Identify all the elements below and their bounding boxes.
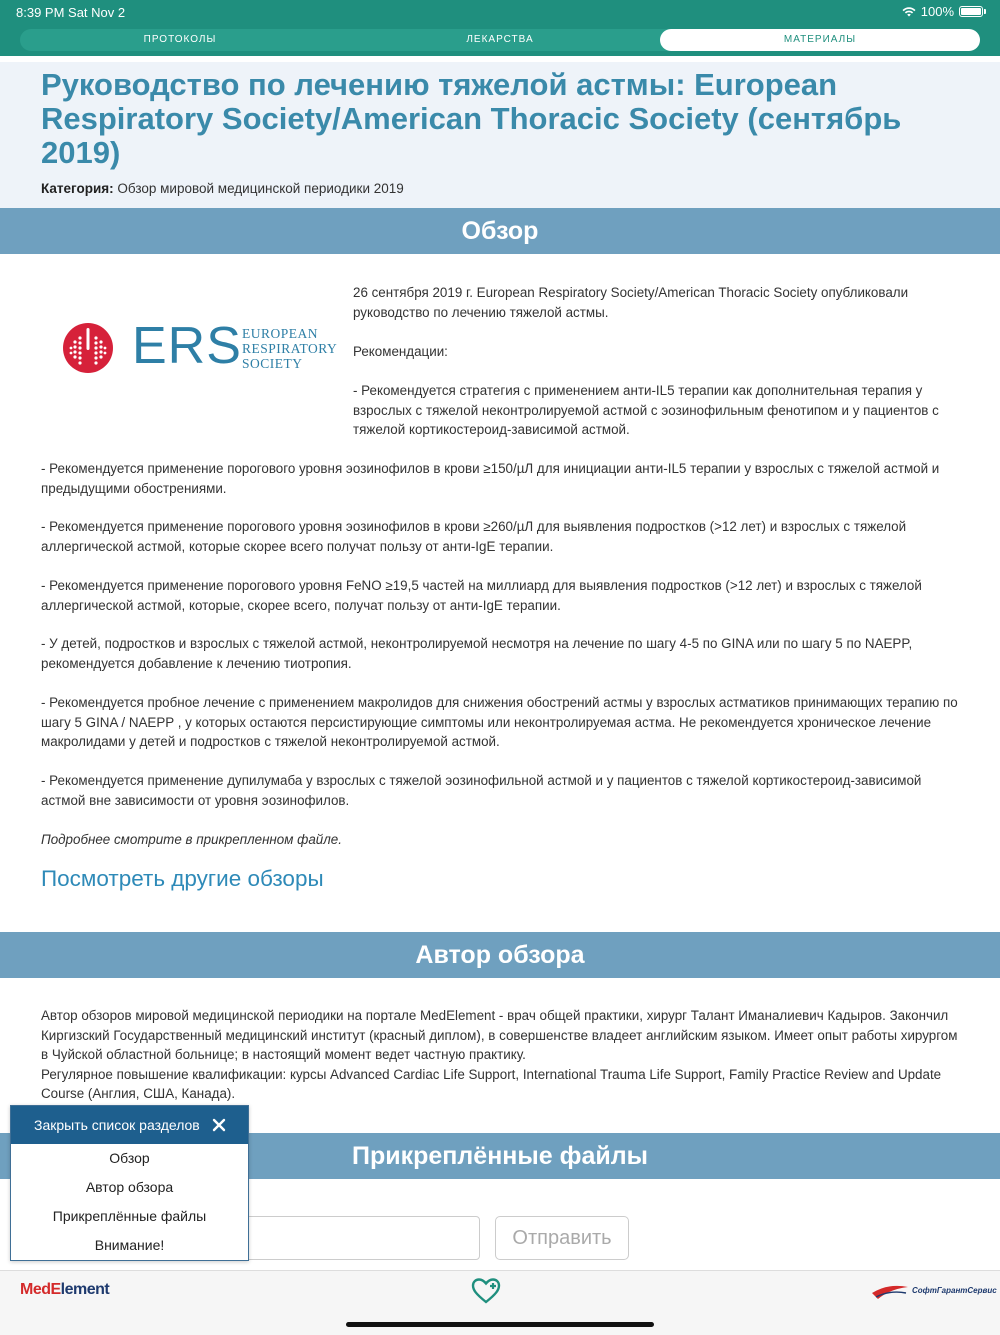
overview-paragraph-9: - Рекомендуется применение дупилумаба у взрослых с тяжелой эозинофильной астмой и у пациентов с тяжелой кортикостероид-зависимой астмой вне зависимости от уровня эозинофилов.	[41, 773, 922, 808]
overview-paragraph-2: Рекомендации:	[353, 344, 448, 359]
top-bar	[0, 0, 1000, 56]
favorite-heart-icon[interactable]	[471, 1277, 501, 1305]
file-input[interactable]	[245, 1216, 480, 1260]
medelement-logo[interactable]	[20, 1281, 109, 1299]
wifi-icon	[902, 7, 916, 17]
section-files-header: Прикреплённые файлы	[0, 1133, 1000, 1179]
overview-paragraph-7: - У детей, подростков и взрослых с тяжелой астмой, неконтролируемой несмотря на лечение по шагу 4-5 по GINA или по шагу 5 по NAEPP, рекомендуется добавление к лечению тиотропия.	[41, 636, 913, 671]
overview-paragraph-4: - Рекомендуется применение порогового уровня эозинофилов в крови ≥150/µЛ для инициации анти-IL5 терапии у взрослых с тяжелой астмой и предыдущими обострениями.	[41, 461, 940, 496]
popup-item-author[interactable]: Автор обзора	[85, 1179, 174, 1195]
status-right	[902, 4, 986, 19]
page-title: Руководство по лечению тяжелой астмы: European Respiratory Society/American Thoracic Society (сентябрь 2019)	[41, 67, 902, 170]
article-header	[0, 62, 1000, 208]
send-button[interactable]: Отправить	[495, 1216, 629, 1260]
tab-materials[interactable]: МАТЕРИАЛЫ	[660, 29, 980, 51]
segmented-tabs	[20, 29, 980, 51]
sections-popup	[10, 1105, 249, 1261]
partner-logo-icon	[870, 1281, 910, 1303]
ers-logo	[62, 317, 342, 376]
ers-subtitle-line1: EUROPEAN	[242, 326, 319, 341]
popup-item-overview[interactable]: Обзор	[109, 1150, 150, 1166]
more-reviews-link[interactable]: Посмотреть другие обзоры	[41, 866, 324, 891]
close-icon[interactable]	[212, 1118, 226, 1132]
close-sections-label: Закрыть список разделов	[34, 1117, 200, 1133]
medelement-logo-rest: lement	[60, 1281, 110, 1298]
ers-subtitle-line3: SOCIETY	[242, 356, 303, 371]
overview-paragraph-6: - Рекомендуется применение порогового уровня FeNO ≥19,5 частей на миллиард для выявления подростков (>12 лет) и взрослых с тяжелой аллергической астмой, которые, скорее всего, получат пользу от анти-IgE терапии.	[41, 578, 922, 613]
ers-subtitle-line2: RESPIRATORY	[242, 341, 338, 356]
battery-icon	[959, 6, 983, 17]
author-text: Автор обзоров мировой медицинской периодики на портале MedElement - врач общей практики, хирург Талант Иманалиевич Кадыров. Закончил Киргизский Государственный медицинский институт (красный диплом), в совершенстве владеет английским языком. Имеет опыт работы хирургом в Чуйской областной больнице; в настоящий момент ведет частную практику. Регулярное повышение квалификации: курсы Advanced Cardiac Life Support, International Trauma Life Support, Family Practice Review and Update Course (Англия, США, Канада).	[41, 1008, 958, 1102]
category-label: Категория:	[41, 181, 114, 196]
bottom-bar	[0, 1270, 1000, 1335]
category-value: Обзор мировой медицинской периодики 2019	[113, 181, 404, 196]
battery-percent: 100%	[920, 4, 954, 19]
popup-item-files[interactable]: Прикреплённые файлы	[52, 1208, 207, 1224]
overview-paragraph-1: 26 сентября 2019 г. European Respiratory Society/American Thoracic Society опубликовали руководство по лечению тяжелой астмы.	[353, 285, 909, 320]
overview-paragraph-5: - Рекомендуется применение порогового уровня эозинофилов в крови ≥260/µЛ для выявления подростков (>12 лет) и взрослых с тяжелой аллергической астмой, которые скорее всего получат пользу от анти-IgE терапии.	[41, 519, 907, 554]
tab-drugs[interactable]: ЛЕКАРСТВА	[466, 34, 534, 45]
partner-logo-text: СофтГарантСервис	[912, 1286, 997, 1295]
home-indicator[interactable]	[346, 1322, 654, 1327]
ers-wordmark: ERS	[132, 317, 242, 375]
overview-note: Подробнее смотрите в прикрепленном файле.	[41, 832, 342, 847]
section-overview-header: Обзор	[0, 208, 1000, 254]
ers-lungs-icon	[62, 322, 114, 374]
overview-paragraph-3: - Рекомендуется стратегия с применением анти-IL5 терапии как дополнительная терапия у взрослых с тяжелой неконтролируемой астмой с эозинофильным фенотипом и у пациентов с тяжелой кортикостероид-зависимой астмой.	[353, 383, 939, 438]
ers-subtitle	[242, 326, 337, 371]
close-sections-button[interactable]	[11, 1106, 248, 1144]
status-time: 8:39 PM Sat Nov 2	[16, 5, 126, 20]
overview-paragraph-8: - Рекомендуется пробное лечение с применением макролидов для снижения обострений астмы у взрослых астматиков принимающих терапию по шагу 5 GINA / NAEPP , у которых остаются персистирующие симптомы или неконтролируемая астма. Не рекомендуется хроническое лечение макролидами у детей и подростков с тяжелой неконтролируемой астмой.	[41, 695, 958, 750]
battery-tip	[984, 9, 986, 14]
partner-logo	[870, 1281, 997, 1303]
medelement-logo-e: E	[50, 1281, 61, 1298]
tab-protocols[interactable]: ПРОТОКОЛЫ	[143, 34, 217, 45]
popup-item-attention[interactable]: Внимание!	[94, 1237, 165, 1253]
category-line	[41, 181, 404, 196]
status-bar	[0, 0, 1000, 24]
medelement-logo-med: Med	[20, 1281, 51, 1298]
section-author-header: Автор обзора	[0, 932, 1000, 978]
